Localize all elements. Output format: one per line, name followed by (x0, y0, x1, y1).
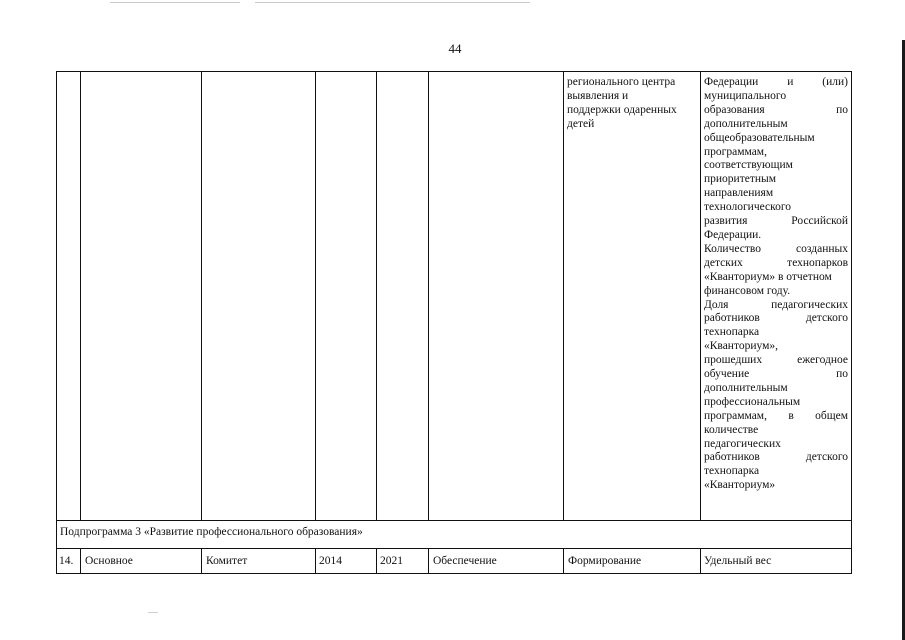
row-start-year: 2014 (319, 555, 342, 567)
cell-line: программам, (704, 145, 767, 158)
cell-line: педагогических (704, 437, 781, 450)
row-content: Обеспечение (433, 555, 497, 567)
cell-line: технологического (704, 201, 792, 214)
column-divider (700, 548, 701, 574)
cell-line: Федерации и (или) (704, 76, 848, 88)
row-indicator: Удельный вес (704, 555, 772, 567)
column-divider (315, 71, 316, 520)
column-divider (80, 548, 81, 574)
cell-line: «Кванториум» (704, 479, 776, 492)
table-row-divider (56, 520, 852, 521)
cell-line: детей (567, 117, 595, 130)
cell-line: Количество созданных (704, 242, 848, 255)
cell-line: работников детского (704, 451, 848, 464)
cell-line: образования по (704, 103, 848, 116)
cell-line: детских технопарков (704, 256, 848, 269)
column-divider (428, 71, 429, 520)
cell-line: технопарка (704, 326, 760, 339)
cell-line: прошедших ежегодное (704, 354, 848, 367)
cell-line: развития Российской (704, 215, 848, 228)
cell-line: обучение по (704, 368, 848, 381)
cell-result-continuation (567, 76, 697, 132)
cell-line: общеобразовательным (704, 131, 815, 144)
table-right-border (851, 71, 852, 574)
cell-line: дополнительным (704, 381, 788, 394)
cell-line: регионального центра (567, 76, 676, 88)
row-result: Формирование (568, 555, 642, 567)
cell-line: профессиональным (704, 395, 801, 408)
column-divider (563, 71, 564, 520)
cell-line: выявления и (567, 89, 629, 102)
row-executor: Комитет (206, 555, 248, 567)
cell-line: соответствующим (704, 159, 793, 172)
column-divider (563, 548, 564, 574)
cell-line: работников детского (704, 312, 848, 325)
cell-line: муниципального (704, 89, 787, 102)
cell-line: технопарка (704, 465, 760, 478)
scan-artifact-top-center (255, 2, 530, 3)
cell-line: количестве (704, 423, 759, 436)
table-left-border (56, 71, 57, 574)
column-divider (376, 71, 377, 520)
column-divider (80, 71, 81, 520)
cell-line: «Кванториум» в отчетном (704, 270, 832, 283)
row-number: 14. (59, 555, 74, 567)
cell-line: Федерации. (704, 228, 762, 241)
cell-line: программам, в общем (704, 409, 848, 422)
column-divider (201, 548, 202, 574)
column-divider (700, 71, 701, 520)
subprogram-title: Подпрограмма 3 «Развитие профессионального образования» (60, 526, 363, 538)
cell-line: Доля педагогических (704, 298, 848, 311)
table-row-divider (56, 548, 852, 549)
column-divider (201, 71, 202, 520)
cell-indicator-continuation (704, 76, 848, 493)
scan-artifact-bottom-mark (148, 612, 158, 613)
column-divider (315, 548, 316, 574)
cell-line: дополнительным (704, 117, 788, 130)
column-divider (376, 548, 377, 574)
column-divider (428, 548, 429, 574)
cell-line: направлениям (704, 187, 774, 200)
cell-line: приоритетным (704, 173, 777, 186)
cell-line: «Кванториум», (704, 340, 778, 353)
cell-line: поддержки одаренных (567, 103, 677, 116)
table-top-border (56, 71, 852, 72)
row-end-year: 2021 (380, 555, 403, 567)
row-activity-name: Основное (85, 555, 133, 567)
page-number: 44 (448, 41, 462, 56)
cell-line: финансовом году. (704, 284, 791, 297)
scan-artifact-top-left (110, 2, 240, 3)
table-bottom-border (56, 573, 852, 574)
